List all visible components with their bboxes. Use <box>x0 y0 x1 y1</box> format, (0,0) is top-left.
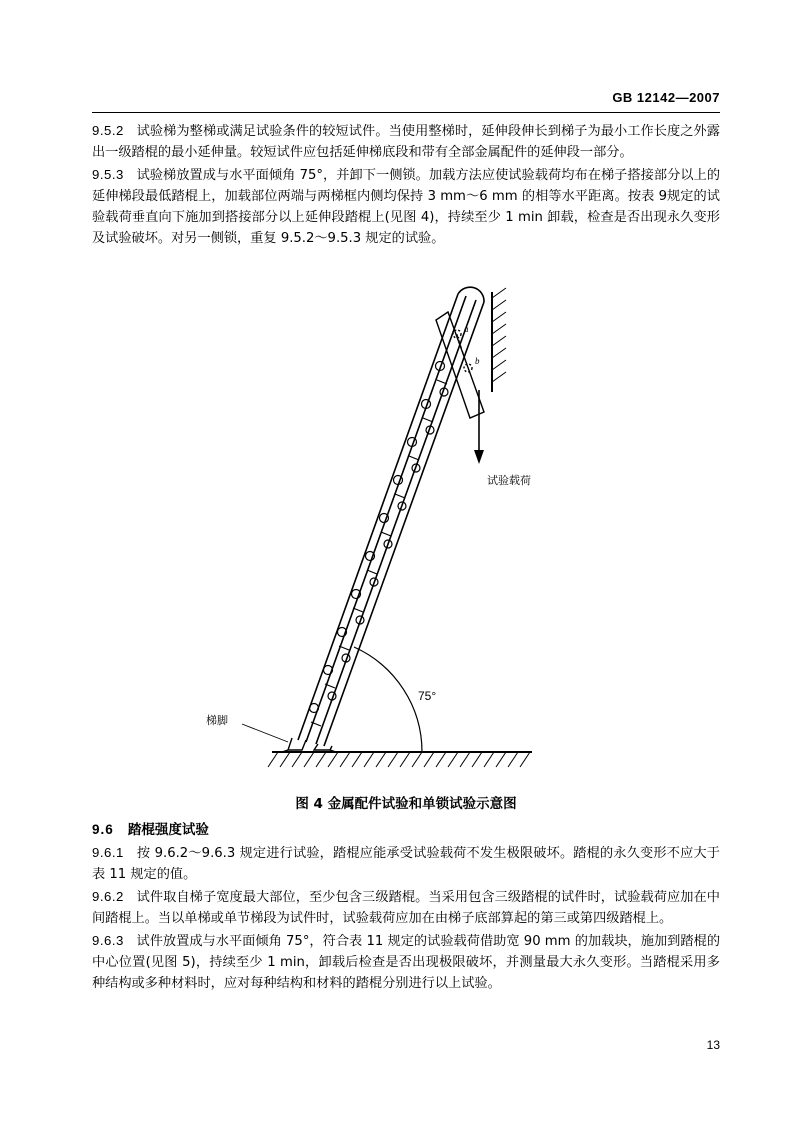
paragraph-number-9-6-3: 9.6.3 <box>92 933 124 948</box>
section-heading-9-6 <box>92 818 720 838</box>
figure-4-caption: 图 4 金属配件试验和单锁试验示意图 <box>295 796 517 812</box>
paragraph-number-9-5-3: 9.5.3 <box>92 167 124 182</box>
paragraph-text-9-6-1: 按 9.6.2～9.6.3 规定进行试验，踏棍应能承受试验载荷不发生极限破坏。踏棍的永久变形不应大于表 11 规定的值。 <box>92 846 720 882</box>
paragraph-text-9-5-3: 试验梯放置成与水平面倾角 75°，并卸下一侧锁。加载方法应使试验载荷均布在梯子搭接部分以上的延伸梯段最低踏棍上，加载部位两端与两梯框内侧均保持 3 mm～6 mm 的相等水平距离。按表 9规定的试验载荷垂直向下施加到搭接部分以上延伸段踏棍上(见图 4)，持续至少 1 min 卸载，检查是否出现永久变形及试验破坏。对另一侧锁，重复 9.5.2～9.5.3 规定的试验。 <box>92 168 721 246</box>
paragraph-9-6-1 <box>92 842 720 885</box>
figure-4-illustration <box>92 272 720 812</box>
paragraph-9-5-2 <box>92 120 720 163</box>
upper-text-block <box>92 120 720 250</box>
figure-angle-label: 75° <box>418 689 437 703</box>
paragraph-number-9-6-2: 9.6.2 <box>92 889 124 904</box>
standard-code-header: GB 12142—2007 <box>612 90 720 105</box>
paragraph-9-5-3 <box>92 164 720 249</box>
section-number-9-6: 9.6 <box>92 822 114 837</box>
paragraph-9-6-3 <box>92 930 720 994</box>
figure-load-label: 试验载荷 <box>487 474 531 487</box>
paragraph-text-9-6-3: 试件放置成与水平面倾角 75°，符合表 11 规定的试验载荷借助宽 90 mm 的加载块，施加到踏棍的中心位置(见图 5)，持续至少 1 min，卸载后检查是否出现极限破坏，并测量最大永久变形。当踏棍采用多种结构或多种材料时，应对每种结构和材料的踏棍分别进行以上试验。 <box>92 934 721 991</box>
figure-dim-a-label: a <box>464 324 469 334</box>
paragraph-number-9-6-1: 9.6.1 <box>92 845 124 860</box>
paragraph-text-9-5-2: 试验梯为整梯或满足试验条件的较短试件。当使用整梯时，延伸段伸长到梯子为最小工作长度之外露出一级踏棍的最小延伸量。较短试件应包括延伸梯底段和带有全部金属配件的延伸段一部分。 <box>92 124 720 160</box>
paragraph-text-9-6-2: 试件取自梯子宽度最大部位，至少包含三级踏棍。当采用包含三级踏棍的试件时，试验载荷应加在中间踏棍上。当以单梯或单节梯段为试件时，试验载荷应加在由梯子底部算起的第三或第四级踏棍上。 <box>92 890 720 926</box>
page-number: 13 <box>706 1038 720 1052</box>
figure-dim-b-label: b <box>475 356 480 366</box>
paragraph-number-9-5-2: 9.5.2 <box>92 123 124 138</box>
section-title-9-6: 踏棍强度试验 <box>127 822 209 838</box>
paragraph-9-6-2 <box>92 886 720 929</box>
lower-text-block <box>92 818 720 995</box>
figure-foot-label: 梯脚 <box>206 714 228 727</box>
header-divider <box>92 112 720 113</box>
